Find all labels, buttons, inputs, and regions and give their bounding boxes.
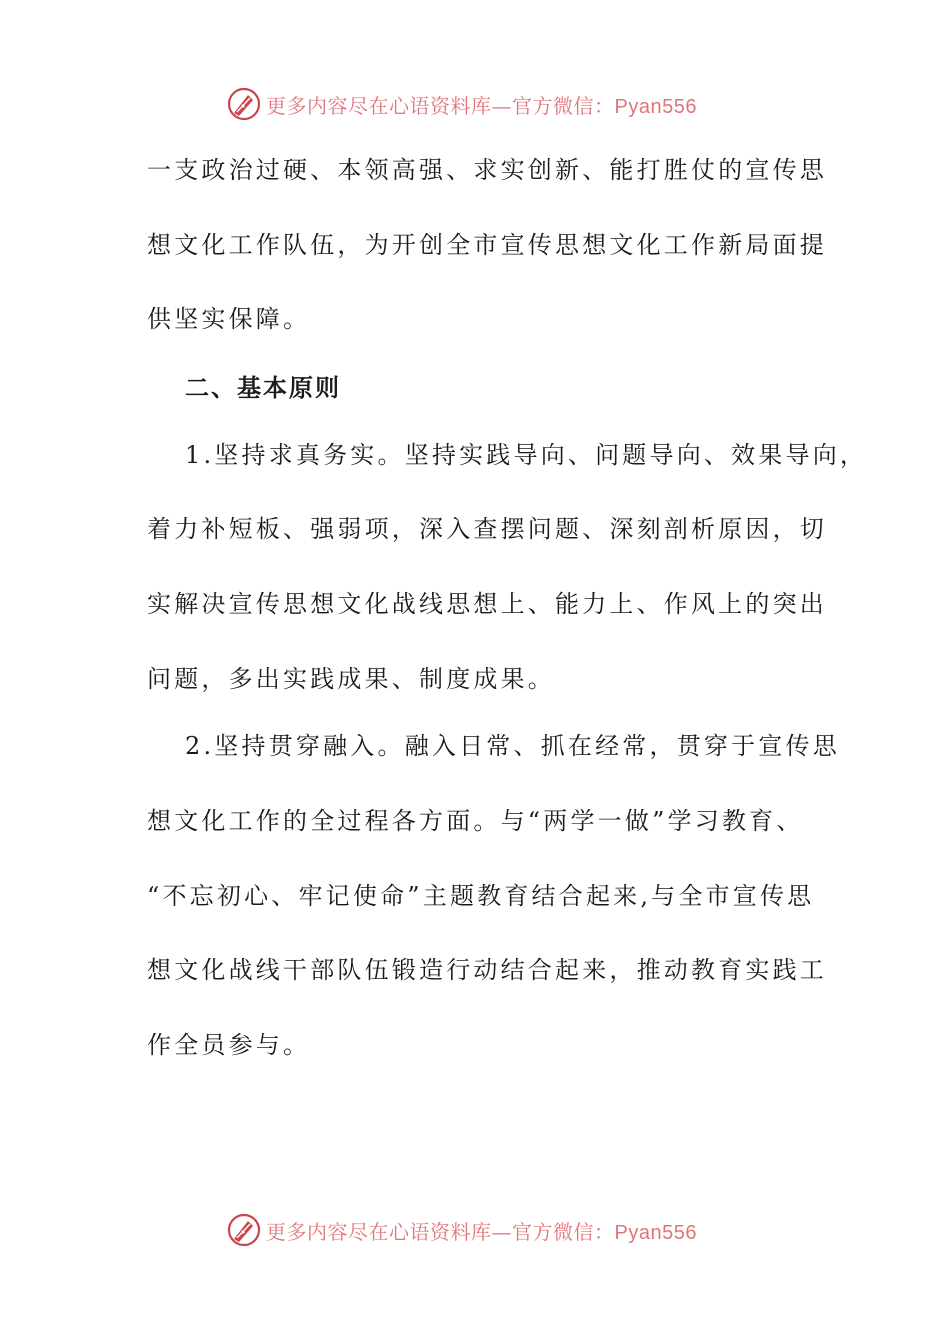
body-line: 一支政治过硬、本领高强、求实创新、能打胜仗的宣传思 <box>147 156 827 184</box>
banner-brand: 更多内容尽在心语资料库 <box>266 1219 492 1244</box>
body-line: 1.坚持求真务实。坚持实践导向、问题导向、效果导向， <box>185 441 868 469</box>
body-line: 供坚实保障。 <box>147 305 311 333</box>
body-line: 想文化战线干部队伍锻造行动结合起来，推动教育实践工 <box>147 956 827 984</box>
banner-text <box>266 1216 697 1245</box>
banner-handle: Pyan556 <box>614 95 697 118</box>
banner-separator: — <box>491 1219 512 1244</box>
banner-label: 官方微信： <box>512 1219 615 1244</box>
body-line: 想文化工作的全过程各方面。与“两学一做”学习教育、 <box>147 807 804 835</box>
banner-separator: — <box>491 93 512 118</box>
body-line: 作全员参与。 <box>147 1031 311 1059</box>
body-line: 问题，多出实践成果、制度成果。 <box>147 665 555 693</box>
banner-brand: 更多内容尽在心语资料库 <box>266 93 492 118</box>
body-line: “不忘初心、牢记使命”主题教育结合起来,与全市宣传思 <box>147 882 815 910</box>
footer-banner <box>226 1210 697 1250</box>
pen-nib-circle-icon <box>226 1212 262 1248</box>
header-banner <box>226 84 697 124</box>
pen-nib-circle-icon <box>226 86 262 122</box>
banner-label: 官方微信： <box>512 93 615 118</box>
body-line: 想文化工作队伍，为开创全市宣传思想文化工作新局面提 <box>147 231 827 259</box>
banner-handle: Pyan556 <box>614 1221 697 1244</box>
section-heading: 二、基本原则 <box>185 374 341 402</box>
banner-text <box>266 90 697 119</box>
body-line: 实解决宣传思想文化战线思想上、能力上、作风上的突出 <box>147 590 827 618</box>
body-line: 着力补短板、强弱项，深入查摆问题、深刻剖析原因，切 <box>147 515 827 543</box>
body-line: 2.坚持贯穿融入。融入日常、抓在经常，贯穿于宣传思 <box>185 732 840 760</box>
